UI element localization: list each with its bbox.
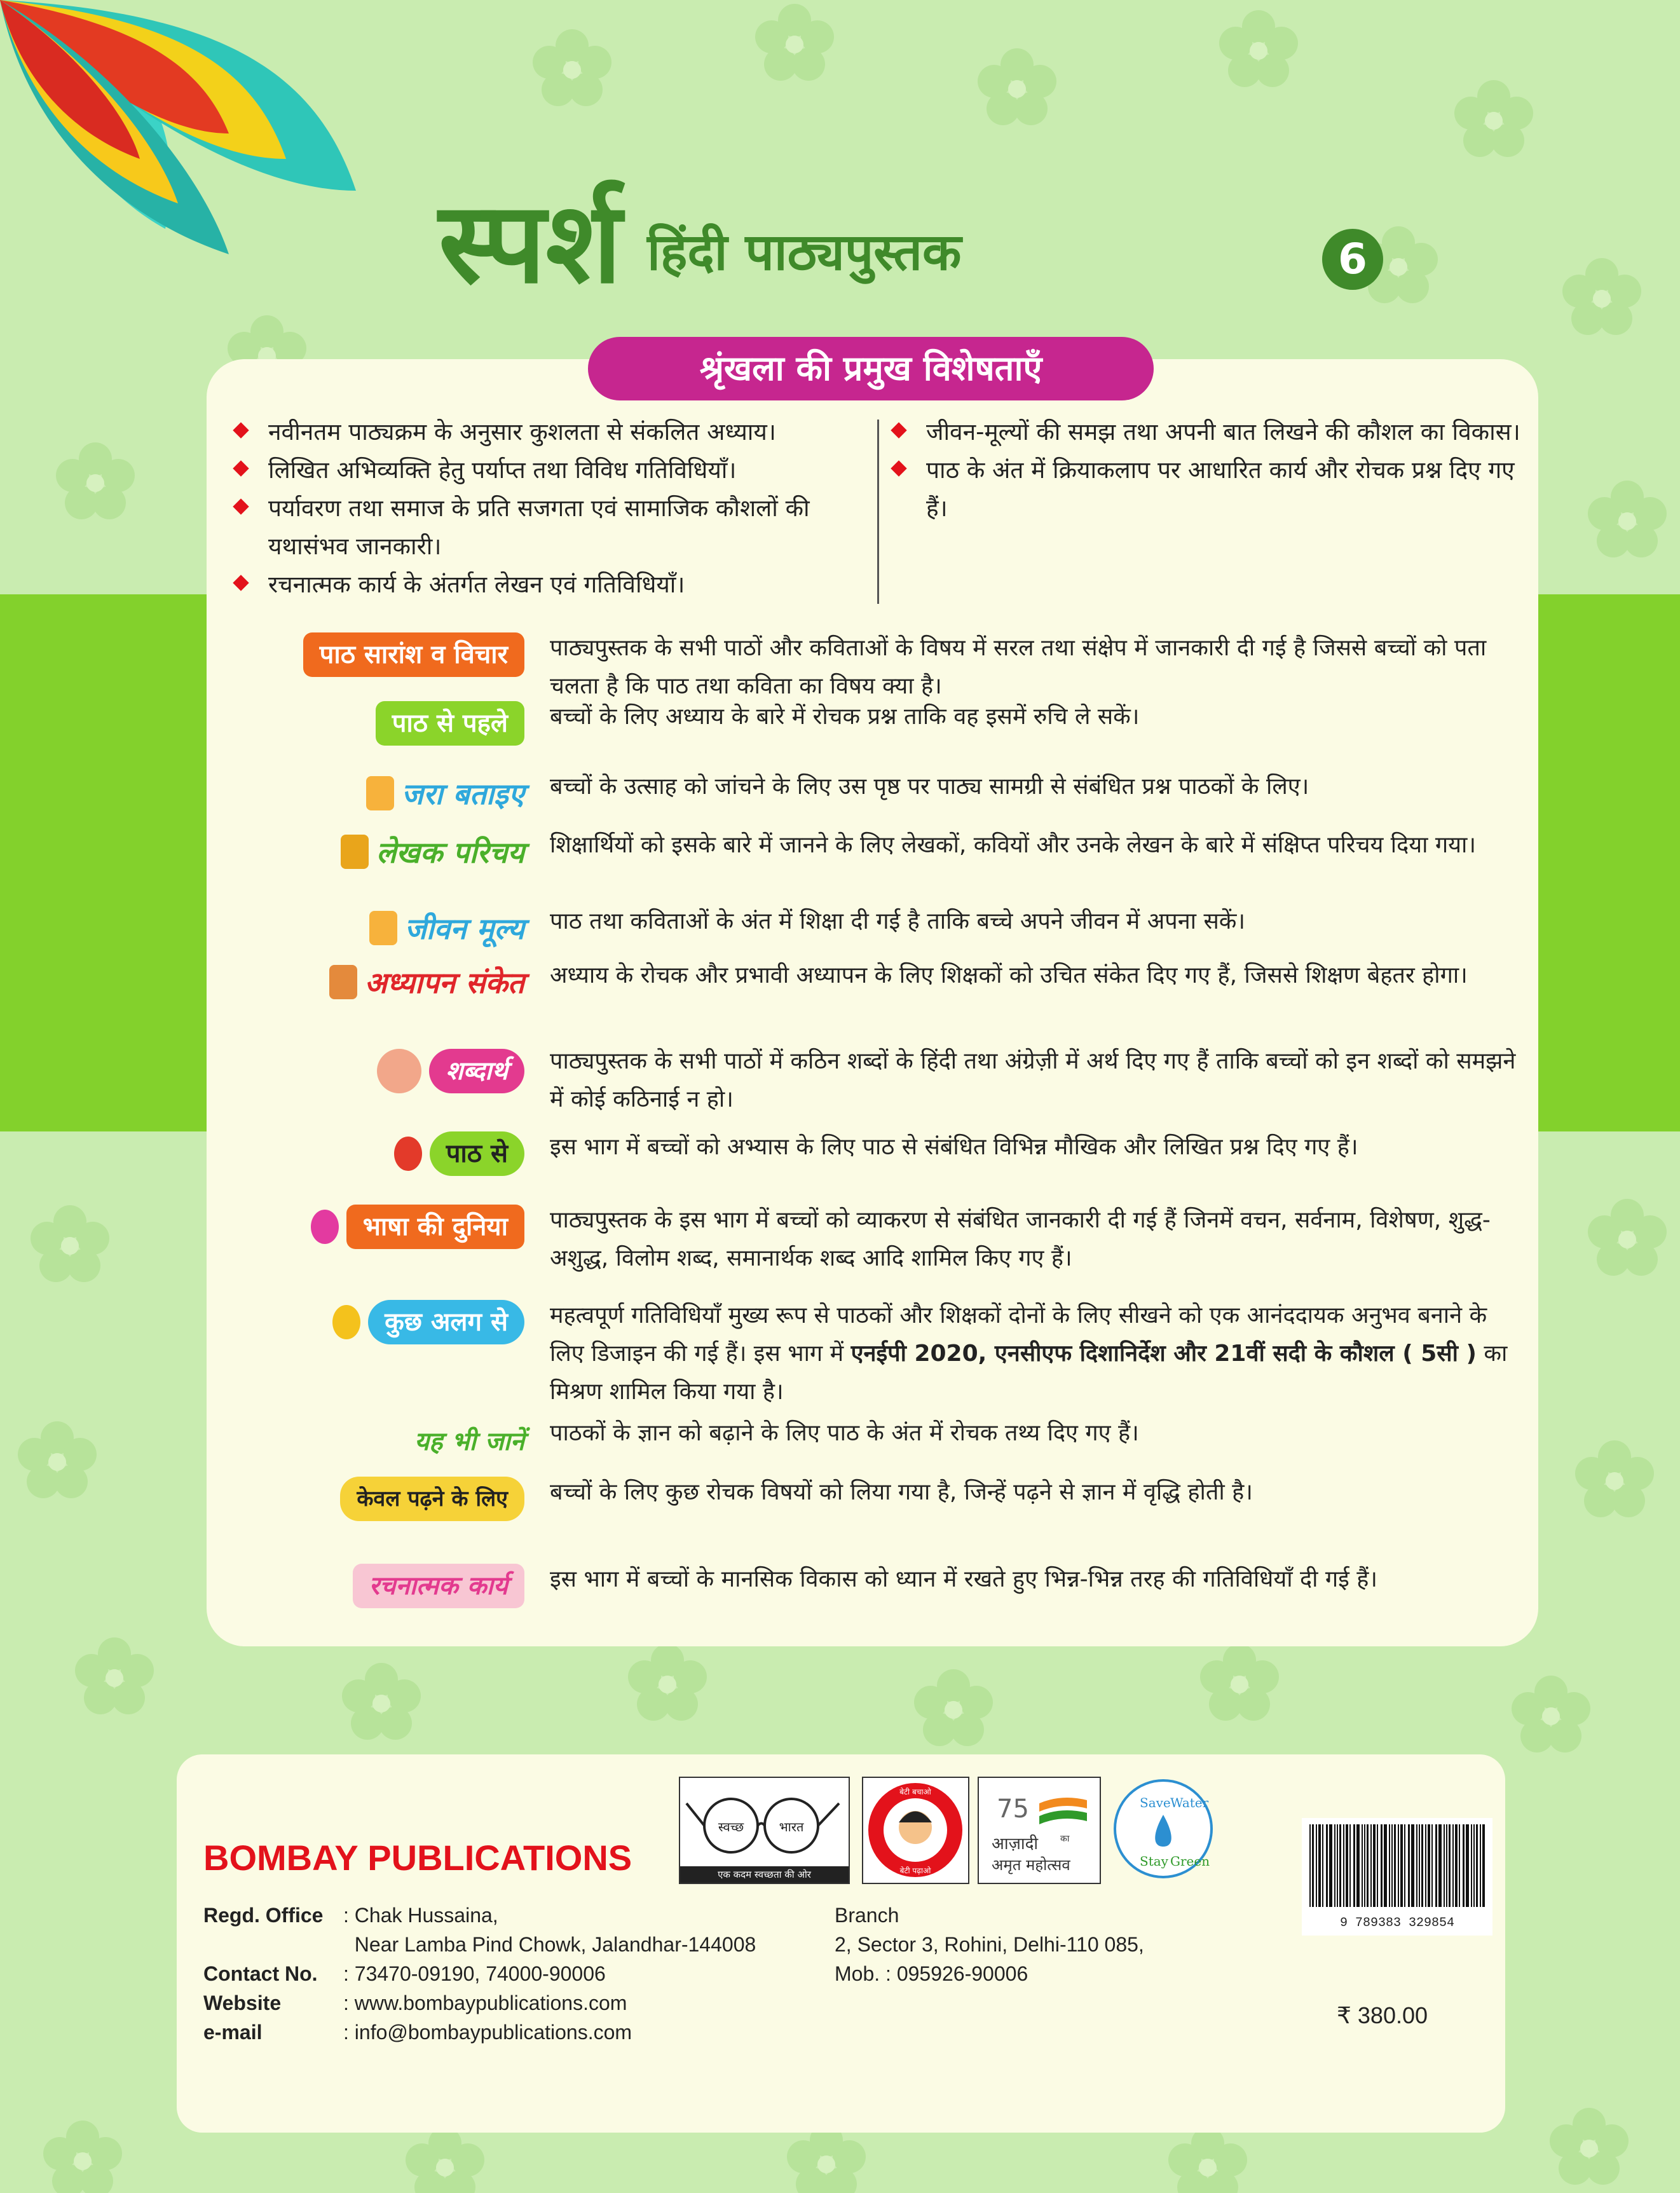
feature-item: नवीनतम पाठ्यक्रम के अनुसार कुशलता से संकलित अध्याय। — [235, 413, 864, 451]
footer-panel — [177, 1754, 1505, 2133]
feature-divider — [877, 420, 879, 604]
book-subtitle: हिंदी पाठ्यपुस्तक — [647, 222, 962, 282]
bullet-icon — [233, 422, 249, 438]
section-desc: पाठकों के ज्ञान को बढ़ाने के लिए पाठ के अंत में रोचक तथ्य दिए गए हैं। — [550, 1420, 1139, 1446]
branch-block: Branch 2, Sector 3, Rohini, Delhi-110 085, Mob. : 095926-90006 — [835, 1904, 1144, 1985]
contact-number: 73470-09190, 74000-90006 — [354, 1962, 606, 1985]
bee-icon — [332, 1305, 360, 1339]
feature-item: पर्यावरण तथा समाज के प्रति सजगता एवं सामाजिक कौशलों की यथासंभव जानकारी। — [235, 489, 864, 566]
svg-text:Stay: Stay — [1140, 1854, 1168, 1869]
book-icon — [341, 835, 369, 869]
svg-text:Save: Save — [1140, 1795, 1171, 1810]
svg-text:अमृत महोत्सव: अमृत महोत्सव — [992, 1856, 1070, 1874]
beti-bachao-logo — [862, 1777, 969, 1884]
save-water-logo — [1108, 1777, 1219, 1882]
section-desc: शिक्षार्थियों को इसके बारे में जानने के लिए लेखकों, कवियों और उनके लेखन के बारे में संक्षिप्त परिचय दिया गया। — [550, 832, 1477, 858]
svg-text:आज़ादी: आज़ादी — [992, 1834, 1039, 1854]
bullet-icon — [891, 422, 906, 438]
svg-text:स्वच्छ: स्वच्छ — [718, 1819, 744, 1834]
section-label-tell: जरा बताइए — [401, 777, 524, 811]
publisher-name: BOMBAY PUBLICATIONS — [203, 1838, 632, 1878]
contact-block: Regd. Office : Chak Hussaina, Near Lamba Pind Chowk, Jalandhar-144008 Contact No. : 73470-09190, 74000-90006 Website : www.bombaypublications.com e-mail : info@bombaypublications.com — [203, 1904, 756, 2044]
bird-icon — [394, 1137, 422, 1171]
section-label-extra: कुछ अलग से — [368, 1300, 524, 1344]
swachh-bharat-logo: स्वच्छ भारत एक कदम स्वच्छता की ओर — [679, 1777, 850, 1884]
isbn-number: 9 789383 329854 — [1339, 1916, 1455, 1930]
svg-text:75: 75 — [997, 1794, 1029, 1824]
section-label-reading: केवल पढ़ने के लिए — [340, 1477, 524, 1521]
section-desc: पाठ तथा कविताओं के अंत में शिक्षा दी गई है ताकि बच्चे अपने जीवन में अपना सकें। — [550, 908, 1246, 934]
azadi-amrit-mahotsav-logo — [978, 1777, 1101, 1884]
section-label-from-lesson: पाठ से — [430, 1131, 524, 1176]
section-desc: बच्चों के लिए कुछ रोचक विषयों को लिया गया है, जिन्हें पढ़ने से ज्ञान में वृद्धि होती है। — [550, 1479, 1253, 1505]
section-label-language: भाषा की दुनिया — [346, 1205, 524, 1249]
svg-text:का: का — [1060, 1834, 1070, 1844]
svg-text:Water: Water — [1170, 1795, 1209, 1810]
water-drop-icon — [1108, 1777, 1219, 1882]
feature-item: जीवन-मूल्यों की समझ तथा अपनी बात लिखने की कौशल का विकास। — [893, 413, 1522, 451]
section-label-values: जीवन मूल्य — [404, 912, 524, 946]
section-desc: बच्चों के उत्साह को जांचने के लिए उस पृष्ठ पर पाठ्य सामग्री से संबंधित प्रश्न पाठकों के लिए। — [550, 774, 1309, 800]
section-label-glossary: शब्दार्थ — [429, 1049, 524, 1093]
section-label-author: लेखक परिचय — [376, 835, 524, 870]
child-icon — [369, 911, 397, 945]
bullet-icon — [233, 460, 249, 476]
girl-icon — [863, 1778, 968, 1883]
bullet-icon — [233, 498, 249, 514]
child-icon — [366, 776, 394, 810]
section-desc: पाठ्यपुस्तक के सभी पाठों में कठिन शब्दों के हिंदी तथा अंग्रेज़ी में अर्थ दिए गए हैं ताकि बच्चों को इन शब्दों को समझने में कोई कठिनाई न हो। — [550, 1048, 1516, 1112]
magnifier-icon — [377, 1049, 421, 1093]
svg-text:भारत: भारत — [779, 1819, 804, 1834]
section-desc: बच्चों के लिए अध्याय के बारे में रोचक प्रश्न ताकि वह इसमें रुचि ले सकें। — [550, 704, 1140, 730]
teacher-icon — [329, 965, 357, 999]
website-link[interactable]: www.bombaypublications.com — [354, 1991, 627, 2014]
email-link[interactable]: info@bombaypublications.com — [354, 2021, 632, 2044]
isbn-barcode — [1302, 1818, 1492, 1936]
section-desc: पाठ्यपुस्तक के सभी पाठों और कविताओं के विषय में सरल तथा संक्षेप में जानकारी दी गई है जिससे बच्चों को पता चलता है कि पाठ तथा कविता का विषय क्या है। — [550, 635, 1487, 699]
butterfly-icon — [311, 1210, 339, 1244]
feature-item: रचनात्मक कार्य के अंतर्गत लेखन एवं गतिविधियाँ। — [235, 566, 864, 604]
title-row — [439, 172, 962, 308]
section-label-summary: पाठ सारांश व विचार — [303, 632, 524, 677]
svg-text:बेटी पढ़ाओ: बेटी पढ़ाओ — [899, 1866, 931, 1875]
bullet-icon — [233, 575, 249, 591]
section-label-teaching: अध्यापन संकेत — [364, 966, 524, 1000]
section-label-before: पाठ से पहले — [376, 701, 524, 746]
feature-item: पाठ के अंत में क्रियाकलाप पर आधारित कार्य और रोचक प्रश्न दिए गए हैं। — [893, 451, 1522, 528]
section-label-creative: रचनात्मक कार्य — [353, 1564, 524, 1608]
book-title: स्पर्श — [439, 177, 622, 308]
grade-badge: 6 — [1322, 229, 1383, 290]
features-right-column — [893, 413, 1522, 528]
feature-item: लिखित अभिव्यक्ति हेतु पर्याप्त तथा विविध गतिविधियाँ। — [235, 451, 864, 489]
mandala-decoration — [0, 0, 407, 407]
flag-icon — [979, 1778, 1100, 1883]
section-desc: महत्वपूर्ण गतिविधियाँ मुख्य रूप से पाठकों और शिक्षकों दोनों के लिए सीखने को एक आनंददायक अनुभव बनाने के लिए डिजाइन की गई हैं। इस भाग में एनईपी 2020, एनसीएफ दिशानिर्देश और 21वीं सदी के कौशल ( 5सी ) का मिश्रण शामिल किया गया है। — [550, 1302, 1508, 1405]
features-left-column — [235, 413, 864, 604]
section-label-know: यह भी जानें — [414, 1426, 524, 1456]
svg-text:बेटी बचाओ: बेटी बचाओ — [899, 1787, 931, 1796]
bullet-icon — [891, 460, 906, 476]
section-desc: पाठ्यपुस्तक के इस भाग में बच्चों को व्याकरण से संबंधित जानकारी दी गई हैं जिनमें वचन, सर्वनाम, विशेषण, शुद्ध-अशुद्ध, विलोम शब्द, समानार्थक शब्द आदि शामिल किए गए हैं। — [550, 1207, 1491, 1271]
svg-text:Green: Green — [1170, 1854, 1210, 1869]
section-desc: अध्याय के रोचक और प्रभावी अध्यापन के लिए शिक्षकों को उचित संकेत दिए गए हैं, जिससे शिक्षण बेहतर होगा। — [550, 962, 1468, 988]
section-desc: इस भाग में बच्चों के मानसिक विकास को ध्यान में रखते हुए भिन्न-भिन्न तरह की गतिविधियाँ दी गई हैं। — [550, 1566, 1377, 1592]
price: ₹ 380.00 — [1337, 2002, 1428, 2028]
barcode-icon — [1302, 1818, 1492, 1913]
features-heading: श्रृंखला की प्रमुख विशेषताएँ — [588, 337, 1154, 400]
section-desc: इस भाग में बच्चों को अभ्यास के लिए पाठ से संबंधित विभिन्न मौखिक और लिखित प्रश्न दिए गए हैं। — [550, 1134, 1358, 1160]
